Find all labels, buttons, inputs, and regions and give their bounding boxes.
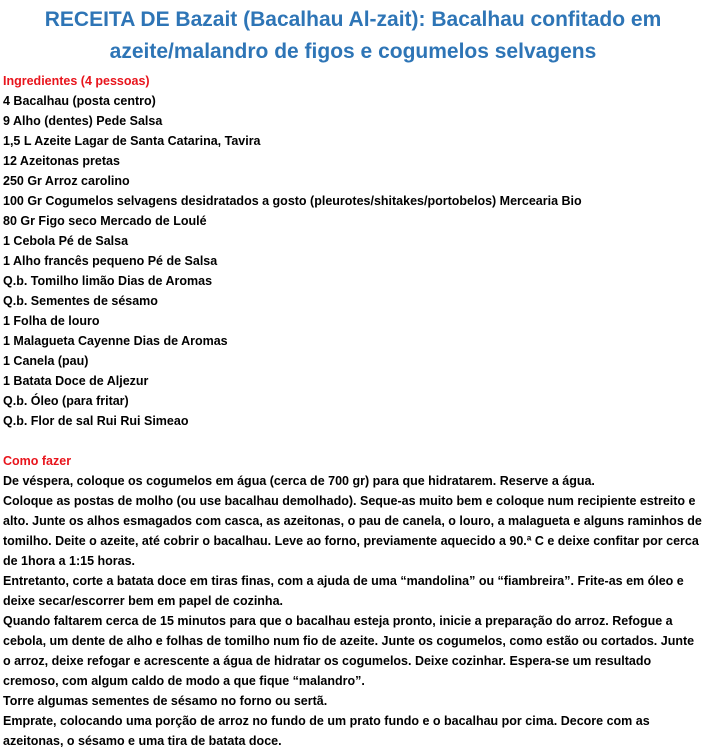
ingredient-item: 4 Bacalhau (posta centro) [3,94,156,108]
ingredient-item: 1 Cebola Pé de Salsa [3,234,129,248]
method-heading: Como fazer [3,454,72,468]
recipe-content [3,71,703,751]
ingredient-item: 100 Gr Cogumelos selvagens desidratados a gosto (pleurotes/shitakes/portobelos) Mercearia Bio [3,194,582,208]
ingredient-item: 80 Gr Figo seco Mercado de Loulé [3,214,207,228]
ingredient-item: 1 Malagueta Cayenne Dias de Aromas [3,334,228,348]
ingredient-item: Q.b. Flor de sal Rui Rui Simeao [3,414,189,428]
ingredient-item: 1 Canela (pau) [3,354,89,368]
ingredient-item: 9 Alho (dentes) Pede Salsa [3,114,163,128]
ingredient-item: 12 Azeitonas pretas [3,154,120,168]
recipe-title-line-1: RECEITA DE Bazait (Bacalhau Al-zait): Bacalhau confitado em [44,8,662,31]
ingredient-item: Q.b. Óleo (para fritar) [3,394,129,408]
section-spacer [3,431,703,451]
method-steps [3,471,703,751]
ingredient-item: 1,5 L Azeite Lagar de Santa Catarina, Tavira [3,134,261,148]
ingredient-item: Q.b. Tomilho limão Dias de Aromas [3,274,213,288]
method-paragraph: Coloque as postas de molho (ou use bacalhau demolhado). Seque-as muito bem e coloque num recipiente estreito e alto. Junte os alhos esmagados com casca, as azeitonas, o pau de canela, o louro, a malagueta e alguns raminhos de tomilho. Deite o azeite, até cobrir o bacalhau. Leve ao forno, previamente aquecido a 90.ª C e deixe confitar por cerca de 1hora a 1:15 horas. [3,494,702,568]
ingredients-heading: Ingredientes (4 pessoas) [3,74,150,88]
ingredient-item: 1 Batata Doce de Aljezur [3,374,149,388]
ingredient-item: 250 Gr Arroz carolino [3,174,130,188]
method-paragraph: Emprate, colocando uma porção de arroz no fundo de um prato fundo e o bacalhau por cima. Decore com as azeitonas, o sésamo e uma tira de batata doce. [3,714,650,748]
method-paragraph: Entretanto, corte a batata doce em tiras finas, com a ajuda de uma “mandolina” ou “fiambreira”. Frite-as em óleo e deixe secar/escorrer bem em papel de cozinha. [3,574,684,608]
ingredient-item: 1 Folha de louro [3,314,100,328]
recipe-title-line-2: azeite/malandro de figos e cogumelos selvagens [109,40,597,63]
ingredient-item: 1 Alho francês pequeno Pé de Salsa [3,254,218,268]
ingredients-list [3,91,703,431]
method-paragraph: Quando faltarem cerca de 15 minutos para que o bacalhau esteja pronto, inicie a preparação do arroz. Refogue a cebola, um dente de alho e folhas de tomilho num fio de azeite. Junte os cogumelos, como estão ou cortados. Junte o arroz, deixe refogar e acrescente a água de hidratar os cogumelos. Deixe cozinhar. Espera-se um resultado cremoso, com algum caldo de modo a que fique “malandro”. [3,614,695,688]
recipe-title [0,4,706,68]
ingredient-item: Q.b. Sementes de sésamo [3,294,158,308]
method-paragraph: De véspera, coloque os cogumelos em água (cerca de 700 gr) para que hidratarem. Reserve a água. [3,474,595,488]
method-paragraph: Torre algumas sementes de sésamo no forno ou sertã. [3,694,328,708]
